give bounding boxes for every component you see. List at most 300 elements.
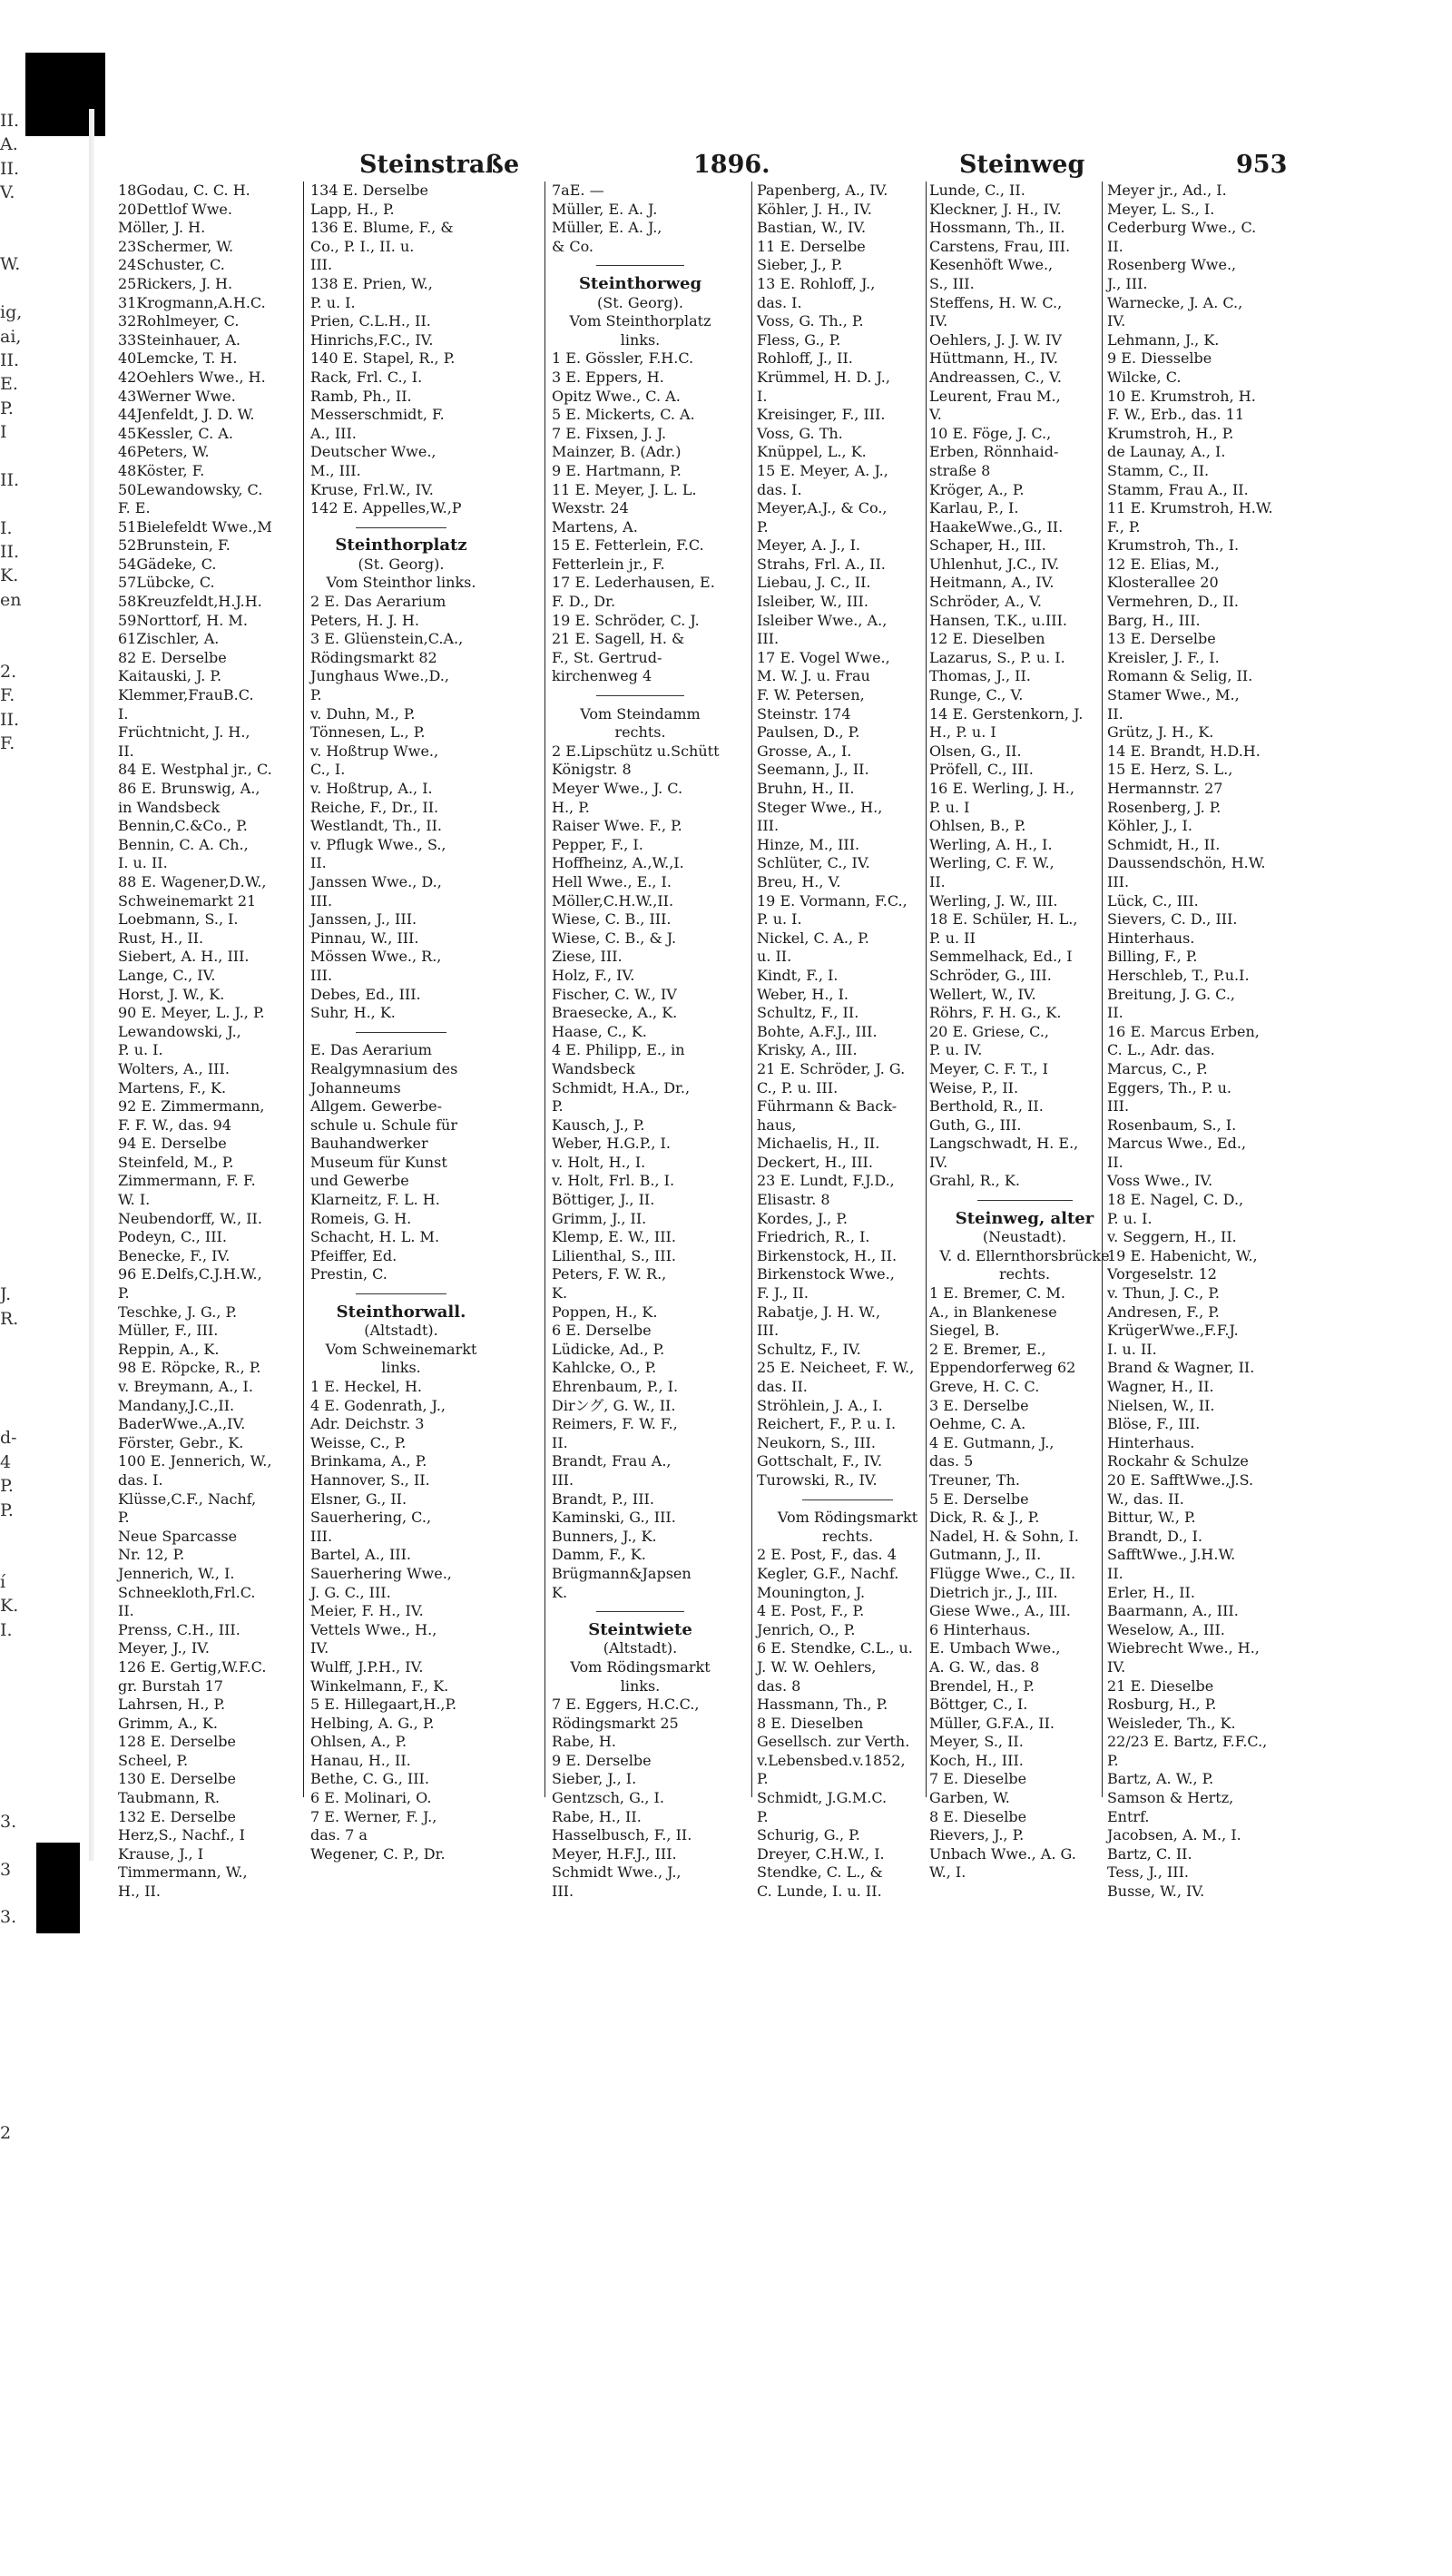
margin-fragment: II.	[0, 349, 20, 370]
directory-entry: 82 E. Derselbe	[118, 648, 227, 666]
directory-entry: 84 E. Westphal jr., C.	[118, 761, 272, 779]
directory-entry: Karlau, P., I.	[929, 499, 1019, 517]
column-divider	[303, 182, 304, 1797]
directory-entry: Hannover, S., II.	[310, 1470, 430, 1489]
directory-entry: Rödingsmarkt 82	[310, 648, 437, 666]
directory-entry: Heitmann, A., IV.	[929, 574, 1055, 592]
directory-entry: v. Hoßtrup Wwe.,	[310, 742, 439, 760]
directory-entry: Sauerhering, C.,	[310, 1509, 432, 1527]
directory-entry: Berthold, R., II.	[929, 1097, 1044, 1116]
directory-entry: Gentzsch, G., I.	[552, 1789, 664, 1807]
directory-entry: Sievers, C. D., III.	[1107, 910, 1238, 929]
district-label: (St. Georg).	[597, 293, 683, 311]
directory-entry: Helbing, A. G., P.	[310, 1714, 435, 1732]
directory-entry: 138 E. Prien, W.,	[310, 274, 433, 292]
directory-entry: Brandt, Frau A.,	[552, 1452, 672, 1470]
directory-entry: III.	[757, 630, 780, 648]
directory-entry: Barg, H., III.	[1107, 611, 1201, 629]
margin-fragment: d-	[0, 1428, 17, 1449]
margin-fragment	[0, 2528, 24, 2551]
directory-entry: H., P. u. I	[929, 723, 996, 742]
directory-entry: Michaelis, H., II.	[757, 1135, 880, 1153]
directory-entry: Weisleder, Th., K.	[1107, 1714, 1236, 1732]
column-divider	[751, 182, 752, 1797]
directory-entry: Sieber, J., P.	[757, 256, 843, 274]
directory-entry: Hermannstr. 27	[1107, 780, 1223, 797]
directory-entry: I. u. II.	[1107, 1340, 1157, 1358]
directory-entry: 18 E. Schüler, H. L.,	[929, 910, 1078, 929]
directory-entry: Peters, F. W. R.,	[552, 1265, 667, 1283]
directory-entry: Stamm, C., II.	[1107, 461, 1210, 479]
directory-entry: 8 E. Dieselbe	[929, 1807, 1027, 1825]
margin-fragment	[0, 1714, 24, 1737]
directory-entry: 3 E. Derselbe	[929, 1396, 1029, 1414]
directory-entry: Turowski, R., IV.	[757, 1470, 878, 1489]
directory-entry: Guth, G., III.	[929, 1116, 1022, 1134]
directory-entry: P.	[118, 1509, 130, 1527]
street-heading: Steinthorplatz	[335, 536, 467, 556]
directory-entry: 11 E. Krumstroh, H.W.	[1107, 499, 1273, 517]
directory-entry: I.	[118, 704, 129, 723]
directory-entry: Meyer, S., II.	[929, 1733, 1024, 1751]
margin-fragment	[0, 2050, 24, 2073]
directory-entry: v. Seggern, H., II.	[1107, 1228, 1237, 1246]
district-label: (Neustadt).	[982, 1228, 1067, 1246]
directory-entry: Olsen, G., II.	[929, 742, 1022, 760]
margin-fragment	[0, 2241, 24, 2265]
directory-entry: Schröder, G., III.	[929, 966, 1052, 984]
directory-entry: Reppin, A., K.	[118, 1340, 220, 1358]
directory-entry: Paulsen, D., P.	[757, 723, 860, 742]
directory-entry: Schneekloth,Frl.C.	[118, 1583, 256, 1601]
directory-entry: Schultz, F., II.	[757, 1004, 859, 1022]
margin-fragment: í	[0, 1571, 6, 1592]
directory-entry: 7 E. Eggers, H.C.C.,	[552, 1696, 700, 1714]
directory-entry: Siegel, B.	[929, 1322, 1000, 1340]
directory-entry: Stamm, Frau A., II.	[1107, 480, 1249, 498]
directory-entry: Rosenberg Wwe.,	[1107, 256, 1237, 274]
margin-fragment: J.	[0, 1284, 12, 1305]
margin-fragment	[0, 756, 24, 780]
directory-entry: v. Holt, Frl. B., I.	[552, 1172, 675, 1190]
directory-entry: Birkenstock, H., II.	[757, 1246, 898, 1264]
directory-entry: Schmidt, J.G.M.C.	[757, 1789, 888, 1807]
margin-fragment: I	[0, 422, 7, 443]
directory-entry: Brandt, D., I.	[1107, 1527, 1203, 1545]
margin-fragment	[0, 1163, 24, 1186]
directory-entry: Suhr, H., K.	[310, 1004, 396, 1022]
directory-entry: Steffens, H. W. C.,	[929, 293, 1063, 311]
directory-entry: 92 E. Zimmermann,	[118, 1097, 265, 1116]
directory-entry: Wolters, A., III.	[118, 1059, 230, 1077]
directory-entry: II.	[118, 1602, 134, 1620]
directory-entry: Rosenbaum, S., I.	[1107, 1116, 1237, 1134]
margin-fragment	[0, 612, 24, 635]
directory-entry: I.	[757, 387, 768, 405]
margin-fragment	[0, 1690, 24, 1714]
column-4	[757, 182, 938, 1901]
separator	[310, 518, 492, 537]
directory-entry: Andresen, F., P.	[1107, 1303, 1220, 1321]
directory-entry: Reimers, F. W. F.,	[552, 1415, 678, 1433]
directory-entry: S., III.	[929, 274, 975, 292]
directory-entry: P.	[757, 517, 769, 536]
directory-entry: 15 E. Meyer, A. J.,	[757, 461, 888, 479]
directory-entry: Jenrich, O., P.	[757, 1620, 856, 1638]
directory-entry: Wandsbeck	[552, 1059, 635, 1077]
directory-entry: 48Köster, F.	[118, 461, 205, 479]
directory-entry: Lehmann, J., K.	[1107, 330, 1220, 349]
directory-entry: IV.	[1107, 312, 1126, 330]
directory-entry: 23 E. Lundt, F.J.D.,	[757, 1172, 895, 1190]
directory-entry: II.	[929, 872, 946, 890]
directory-entry: KrügerWwe.,F.F.J.	[1107, 1322, 1239, 1340]
margin-fragment	[0, 2336, 24, 2360]
margin-fragment	[0, 1067, 24, 1091]
separator	[310, 1023, 492, 1042]
directory-entry: 7aE. —	[552, 182, 604, 199]
directory-entry: Garben, W.	[929, 1789, 1010, 1807]
directory-entry: Krümmel, H. D. J.,	[757, 368, 890, 386]
facing-page-margin	[0, 109, 24, 2143]
directory-entry: Kruse, Frl.W., IV.	[310, 480, 434, 498]
directory-entry: Krumstroh, H., P.	[1107, 424, 1234, 442]
directory-entry: Voss Wwe., IV.	[1107, 1172, 1213, 1190]
directory-entry: 21 E. Sagell, H. &	[552, 630, 685, 648]
directory-entry: IV.	[1107, 1657, 1126, 1676]
directory-entry: 142 E. Appelles,W.,P	[310, 499, 462, 517]
separator	[552, 1602, 729, 1621]
scan-edge-bottom	[36, 1843, 80, 1933]
directory-entry: Kindt, F., I.	[757, 966, 839, 984]
directory-entry: Lück, C., III.	[1107, 891, 1199, 909]
directory-entry: 2 E. Das Aerarium	[310, 593, 446, 611]
separator	[757, 1490, 938, 1509]
directory-entry: Opitz Wwe., C. A.	[552, 387, 681, 405]
directory-entry: v. Duhn, M., P.	[310, 704, 416, 723]
directory-entry: P.	[1107, 1751, 1119, 1769]
directory-entry: Röhrs, F. H. G., K.	[929, 1004, 1062, 1022]
directory-entry: 50Lewandowsky, C.	[118, 480, 263, 498]
margin-fragment	[0, 995, 24, 1018]
directory-entry: Rust, H., II.	[118, 929, 204, 947]
directory-entry: Meier, F. H., IV.	[310, 1602, 424, 1620]
margin-fragment	[0, 971, 24, 995]
directory-entry: 134 E. Derselbe	[310, 182, 428, 199]
directory-entry: Ohlsen, B., P.	[929, 817, 1026, 835]
directory-entry: Rödingsmarkt 25	[552, 1714, 679, 1732]
directory-entry: 58Kreuzfeldt,H.J.H.	[118, 593, 262, 611]
directory-entry: III.	[1107, 1097, 1130, 1116]
directory-entry: 19 E. Habenicht, W.,	[1107, 1246, 1258, 1264]
margin-fragment: 2.	[0, 661, 17, 682]
directory-entry: Lüdicke, Ad., P.	[552, 1340, 665, 1358]
margin-fragment	[0, 1211, 24, 1234]
directory-entry: 61Zischler, A.	[118, 630, 220, 648]
direction-note: Vom Steinthor links.	[326, 574, 476, 592]
directory-entry: Meyer, J., IV.	[118, 1639, 211, 1657]
directory-entry: 59Norttorf, H. M.	[118, 611, 248, 629]
directory-entry: Jacobsen, A. M., I.	[1107, 1826, 1241, 1844]
margin-fragment: II.	[0, 469, 20, 490]
directory-entry: 12 E. Elias, M.,	[1107, 555, 1220, 573]
directory-entry: Müller, E. A. J.	[552, 200, 658, 218]
directory-entry: Junghaus Wwe.,D.,	[310, 667, 449, 685]
directory-entry: Grütz, J. H., K.	[1107, 723, 1214, 742]
column-2	[310, 182, 492, 1861]
directory-entry: 16 E. Marcus Erben,	[1107, 1022, 1260, 1040]
directory-entry: Klemmer,FrauB.C.	[118, 686, 254, 704]
directory-entry: E. Umbach Wwe.,	[929, 1639, 1061, 1657]
district-label: (Altstadt).	[603, 1639, 678, 1657]
directory-entry: II.	[552, 1433, 568, 1451]
directory-entry: 2 E. Post, F., das. 4	[757, 1546, 897, 1564]
directory-entry: Wiese, C. B., & J.	[552, 929, 677, 947]
directory-entry: Weise, P., II.	[929, 1078, 1019, 1096]
directory-entry: Grahl, R., K.	[929, 1172, 1020, 1190]
directory-entry: Schlüter, C., IV.	[757, 854, 870, 872]
directory-entry: Realgymnasium des	[310, 1059, 458, 1077]
directory-entry: v.Lebensbed.v.1852,	[757, 1751, 906, 1769]
directory-entry: 6 E. Derselbe	[552, 1322, 652, 1340]
directory-entry: C., I.	[310, 761, 346, 779]
directory-entry: Taubmann, R.	[118, 1789, 221, 1807]
directory-entry: H., II.	[118, 1883, 161, 1901]
directory-entry: 130 E. Derselbe	[118, 1770, 236, 1788]
directory-entry: 5 E. Derselbe	[929, 1490, 1029, 1508]
directory-entry: Seemann, J., II.	[757, 761, 869, 779]
directory-entry: Erben, Rönnhaid-	[929, 443, 1059, 461]
directory-entry: III.	[310, 1527, 333, 1545]
directory-entry: Meyer,A.J., & Co.,	[757, 499, 888, 517]
directory-entry: Brinkama, A., P.	[310, 1452, 427, 1470]
directory-entry: Kaminski, G., III.	[552, 1509, 676, 1527]
directory-entry: Dirング, G. W., II.	[552, 1396, 676, 1414]
margin-fragment: F.	[0, 685, 15, 706]
directory-entry: 18 E. Nagel, C. D.,	[1107, 1191, 1244, 1209]
margin-fragment: en	[0, 589, 22, 610]
directory-entry: 90 E. Meyer, L. J., P.	[118, 1004, 265, 1022]
directory-entry: 20 E. SafftWwe.,J.S.	[1107, 1470, 1254, 1489]
directory-entry: Isleiber, W., III.	[757, 593, 868, 611]
directory-entry: straße 8	[929, 461, 991, 479]
directory-entry: W. I.	[118, 1191, 151, 1209]
directory-entry: Martens, F., K.	[118, 1078, 227, 1096]
directory-entry: Podeyn, C., III.	[118, 1228, 227, 1246]
directory-entry: Brendel, H., P.	[929, 1676, 1035, 1695]
directory-entry: Holz, F., IV.	[552, 966, 635, 984]
column-6	[1107, 182, 1293, 1901]
directory-entry: Voss, G. Th., P.	[757, 312, 864, 330]
margin-fragment	[0, 1522, 24, 1546]
directory-entry: P.	[118, 1284, 130, 1303]
margin-fragment	[0, 2361, 24, 2384]
directory-entry: Bauhandwerker	[310, 1135, 428, 1153]
directory-entry: Schultz, F., IV.	[757, 1340, 861, 1358]
directory-entry: M., III.	[310, 461, 361, 479]
margin-fragment	[0, 1666, 24, 1689]
directory-entry: 1 E. Heckel, H.	[310, 1378, 422, 1395]
margin-fragment: II.	[0, 158, 20, 179]
directory-entry: Lazarus, S., P. u. I.	[929, 648, 1065, 666]
directory-entry: Bunners, J., K.	[552, 1527, 657, 1545]
directory-entry: Herz,S., Nachf., I	[118, 1826, 245, 1844]
directory-entry: Rosburg, H., P.	[1107, 1696, 1217, 1714]
directory-entry: P. u. I.	[757, 910, 802, 929]
directory-entry: Kegler, G.F., Nachf.	[757, 1564, 899, 1582]
directory-entry: Runge, C., V.	[929, 686, 1024, 704]
directory-entry: Reichert, F., P. u. I.	[757, 1415, 897, 1433]
margin-fragment	[0, 277, 24, 300]
directory-entry: Rievers, J., P.	[929, 1826, 1025, 1844]
margin-fragment	[0, 2552, 24, 2576]
directory-entry: Strahs, Frl. A., II.	[757, 555, 886, 573]
directory-entry: 9 E. Derselbe	[552, 1751, 652, 1769]
directory-entry: II.	[1107, 1153, 1123, 1171]
directory-entry: Haase, C., K.	[552, 1022, 647, 1040]
directory-entry: H., P.	[552, 798, 590, 816]
directory-entry: 98 E. Röpcke, R., P.	[118, 1359, 261, 1377]
directory-entry: Museum für Kunst	[310, 1153, 447, 1171]
directory-entry: Schweinemarkt 21	[118, 891, 257, 909]
directory-entry: Fischer, C. W., IV	[552, 985, 677, 1003]
direction-note: Vom Rödingsmarkt	[570, 1657, 711, 1676]
directory-entry: Baarmann, A., III.	[1107, 1602, 1239, 1620]
directory-entry: Uhlenhut, J.C., IV.	[929, 555, 1060, 573]
directory-entry: Koch, H., III.	[929, 1751, 1024, 1769]
directory-entry: 5 E. Mickerts, C. A.	[552, 406, 695, 424]
directory-entry: J. W. W. Oehlers,	[757, 1657, 877, 1676]
directory-entry: Köhler, J. H., IV.	[757, 200, 872, 218]
directory-entry: Ohlsen, A., P.	[310, 1733, 407, 1751]
directory-entry: Deutscher Wwe.,	[310, 443, 437, 461]
margin-fragment: 3	[0, 1859, 12, 1880]
directory-entry: 128 E. Derselbe	[118, 1733, 236, 1751]
directory-entry: Mainzer, B. (Adr.)	[552, 443, 682, 461]
direction-note: rechts.	[614, 723, 666, 742]
directory-entry: Busse, W., IV.	[1107, 1883, 1205, 1901]
directory-entry: 6 E. Molinari, O.	[310, 1789, 432, 1807]
margin-fragment	[0, 1738, 24, 1762]
directory-entry: 20 E. Griese, C.,	[929, 1022, 1050, 1040]
directory-entry: Meyer, A. J., I.	[757, 536, 860, 555]
header-year: 1896.	[693, 151, 770, 179]
margin-fragment: F.	[0, 733, 15, 754]
directory-entry: 13 E. Rohloff, J.,	[757, 274, 876, 292]
margin-fragment: K.	[0, 565, 19, 586]
directory-entry: Wiebrecht Wwe., H.,	[1107, 1639, 1260, 1657]
directory-entry: Klosterallee 20	[1107, 574, 1219, 592]
directory-entry: 46Peters, W.	[118, 443, 210, 461]
directory-entry: Andreassen, C., V.	[929, 368, 1062, 386]
directory-entry: Dreyer, C.H.W., I.	[757, 1844, 885, 1863]
directory-entry: Carstens, Frau, III.	[929, 237, 1071, 255]
directory-entry: 10 E. Föge, J. C.,	[929, 424, 1052, 442]
margin-fragment	[0, 2384, 24, 2408]
directory-entry: 86 E. Brunswig, A.,	[118, 780, 260, 797]
directory-entry: Herschleb, T., P.u.I.	[1107, 966, 1250, 984]
directory-entry: Pröfell, C., III.	[929, 761, 1034, 779]
directory-entry: 11 E. Derselbe	[757, 237, 866, 255]
directory-entry: 4 E. Gutmann, J.,	[929, 1433, 1055, 1451]
directory-entry: Blöse, F., III.	[1107, 1415, 1201, 1433]
directory-entry: Nielsen, W., II.	[1107, 1396, 1215, 1414]
directory-entry: Bittur, W., P.	[1107, 1509, 1196, 1527]
directory-entry: 17 E. Lederhausen, E.	[552, 574, 715, 592]
directory-entry: Pfeiffer, Ed.	[310, 1246, 397, 1264]
directory-entry: Müller, E. A. J.,	[552, 219, 662, 237]
directory-entry: E. Das Aerarium	[310, 1041, 432, 1059]
directory-entry: Fetterlein jr., F.	[552, 555, 665, 573]
directory-entry: Wulff, J.P.H., IV.	[310, 1657, 424, 1676]
directory-entry: Debes, Ed., III.	[310, 985, 421, 1003]
margin-fragment: 3.	[0, 1811, 17, 1832]
directory-entry: Bartz, C. II.	[1107, 1844, 1192, 1863]
directory-entry: Meyer jr., Ad., I.	[1107, 182, 1227, 199]
directory-entry: Papenberg, A., IV.	[757, 182, 888, 199]
directory-entry: III.	[757, 817, 780, 835]
directory-entry: Lahrsen, H., P.	[118, 1696, 226, 1714]
directory-entry: Werling, J. W., III.	[929, 891, 1058, 909]
margin-fragment	[0, 2025, 24, 2049]
directory-entry: Poppen, H., K.	[552, 1303, 658, 1321]
directory-entry: 57Lübcke, C.	[118, 574, 215, 592]
directory-entry: Voss, G. Th.	[757, 424, 843, 442]
directory-entry: Brügmann&Japsen	[552, 1564, 692, 1582]
directory-entry: das. 7 a	[310, 1826, 368, 1844]
directory-entry: Königstr. 8	[552, 761, 632, 779]
directory-entry: Werling, A. H., I.	[929, 835, 1053, 853]
directory-entry: 31Krogmann,A.H.C.	[118, 293, 266, 311]
directory-entry: Tönnesen, L., P.	[310, 723, 426, 742]
directory-entry: 7 E. Werner, F. J.,	[310, 1807, 437, 1825]
directory-entry: A. G. W., das. 8	[929, 1657, 1040, 1676]
margin-fragment: E.	[0, 374, 18, 395]
directory-entry: 21 E. Dieselbe	[1107, 1676, 1214, 1695]
directory-entry: Grosse, A., I.	[757, 742, 852, 760]
directory-entry: Janssen Wwe., D.,	[310, 872, 442, 890]
directory-entry: II.	[1107, 237, 1123, 255]
directory-entry: Birkenstock Wwe.,	[757, 1265, 895, 1283]
separator	[929, 1191, 1120, 1210]
directory-entry: III.	[552, 1883, 574, 1901]
directory-entry: Winkelmann, F., K.	[310, 1676, 449, 1695]
margin-fragment	[0, 1953, 24, 1977]
margin-fragment	[0, 1139, 24, 1163]
directory-entry: Kahlcke, O., P.	[552, 1359, 657, 1377]
directory-entry: 136 E. Blume, F., &	[310, 219, 454, 237]
margin-fragment: 4	[0, 1451, 12, 1472]
directory-entry: Flügge Wwe., C., II.	[929, 1564, 1076, 1582]
directory-entry: Hasselbusch, F., II.	[552, 1826, 692, 1844]
directory-entry: Klüsse,C.F., Nachf,	[118, 1490, 257, 1508]
directory-entry: BaderWwe.,A.,IV.	[118, 1415, 246, 1433]
direction-note: Vom Schweinemarkt	[325, 1340, 477, 1358]
directory-entry: Adr. Deichstr. 3	[310, 1415, 425, 1433]
direction-note: links.	[620, 330, 661, 349]
directory-entry: Rockahr & Schulze	[1107, 1452, 1249, 1470]
directory-entry: W., das. II.	[1107, 1490, 1184, 1508]
directory-entry: Warnecke, J. A. C.,	[1107, 293, 1243, 311]
margin-fragment	[0, 1019, 24, 1043]
directory-entry: Fless, G., P.	[757, 330, 841, 349]
directory-entry: 11 E. Meyer, J. L. L.	[552, 480, 697, 498]
directory-entry: Breitung, J. G. C.,	[1107, 985, 1236, 1003]
directory-entry: Steinfeld, M., P.	[118, 1153, 234, 1171]
directory-entry: Unbach Wwe., A. G.	[929, 1844, 1076, 1863]
margin-fragment	[0, 1762, 24, 1785]
directory-entry: 19 E. Schröder, C. J.	[552, 611, 700, 629]
